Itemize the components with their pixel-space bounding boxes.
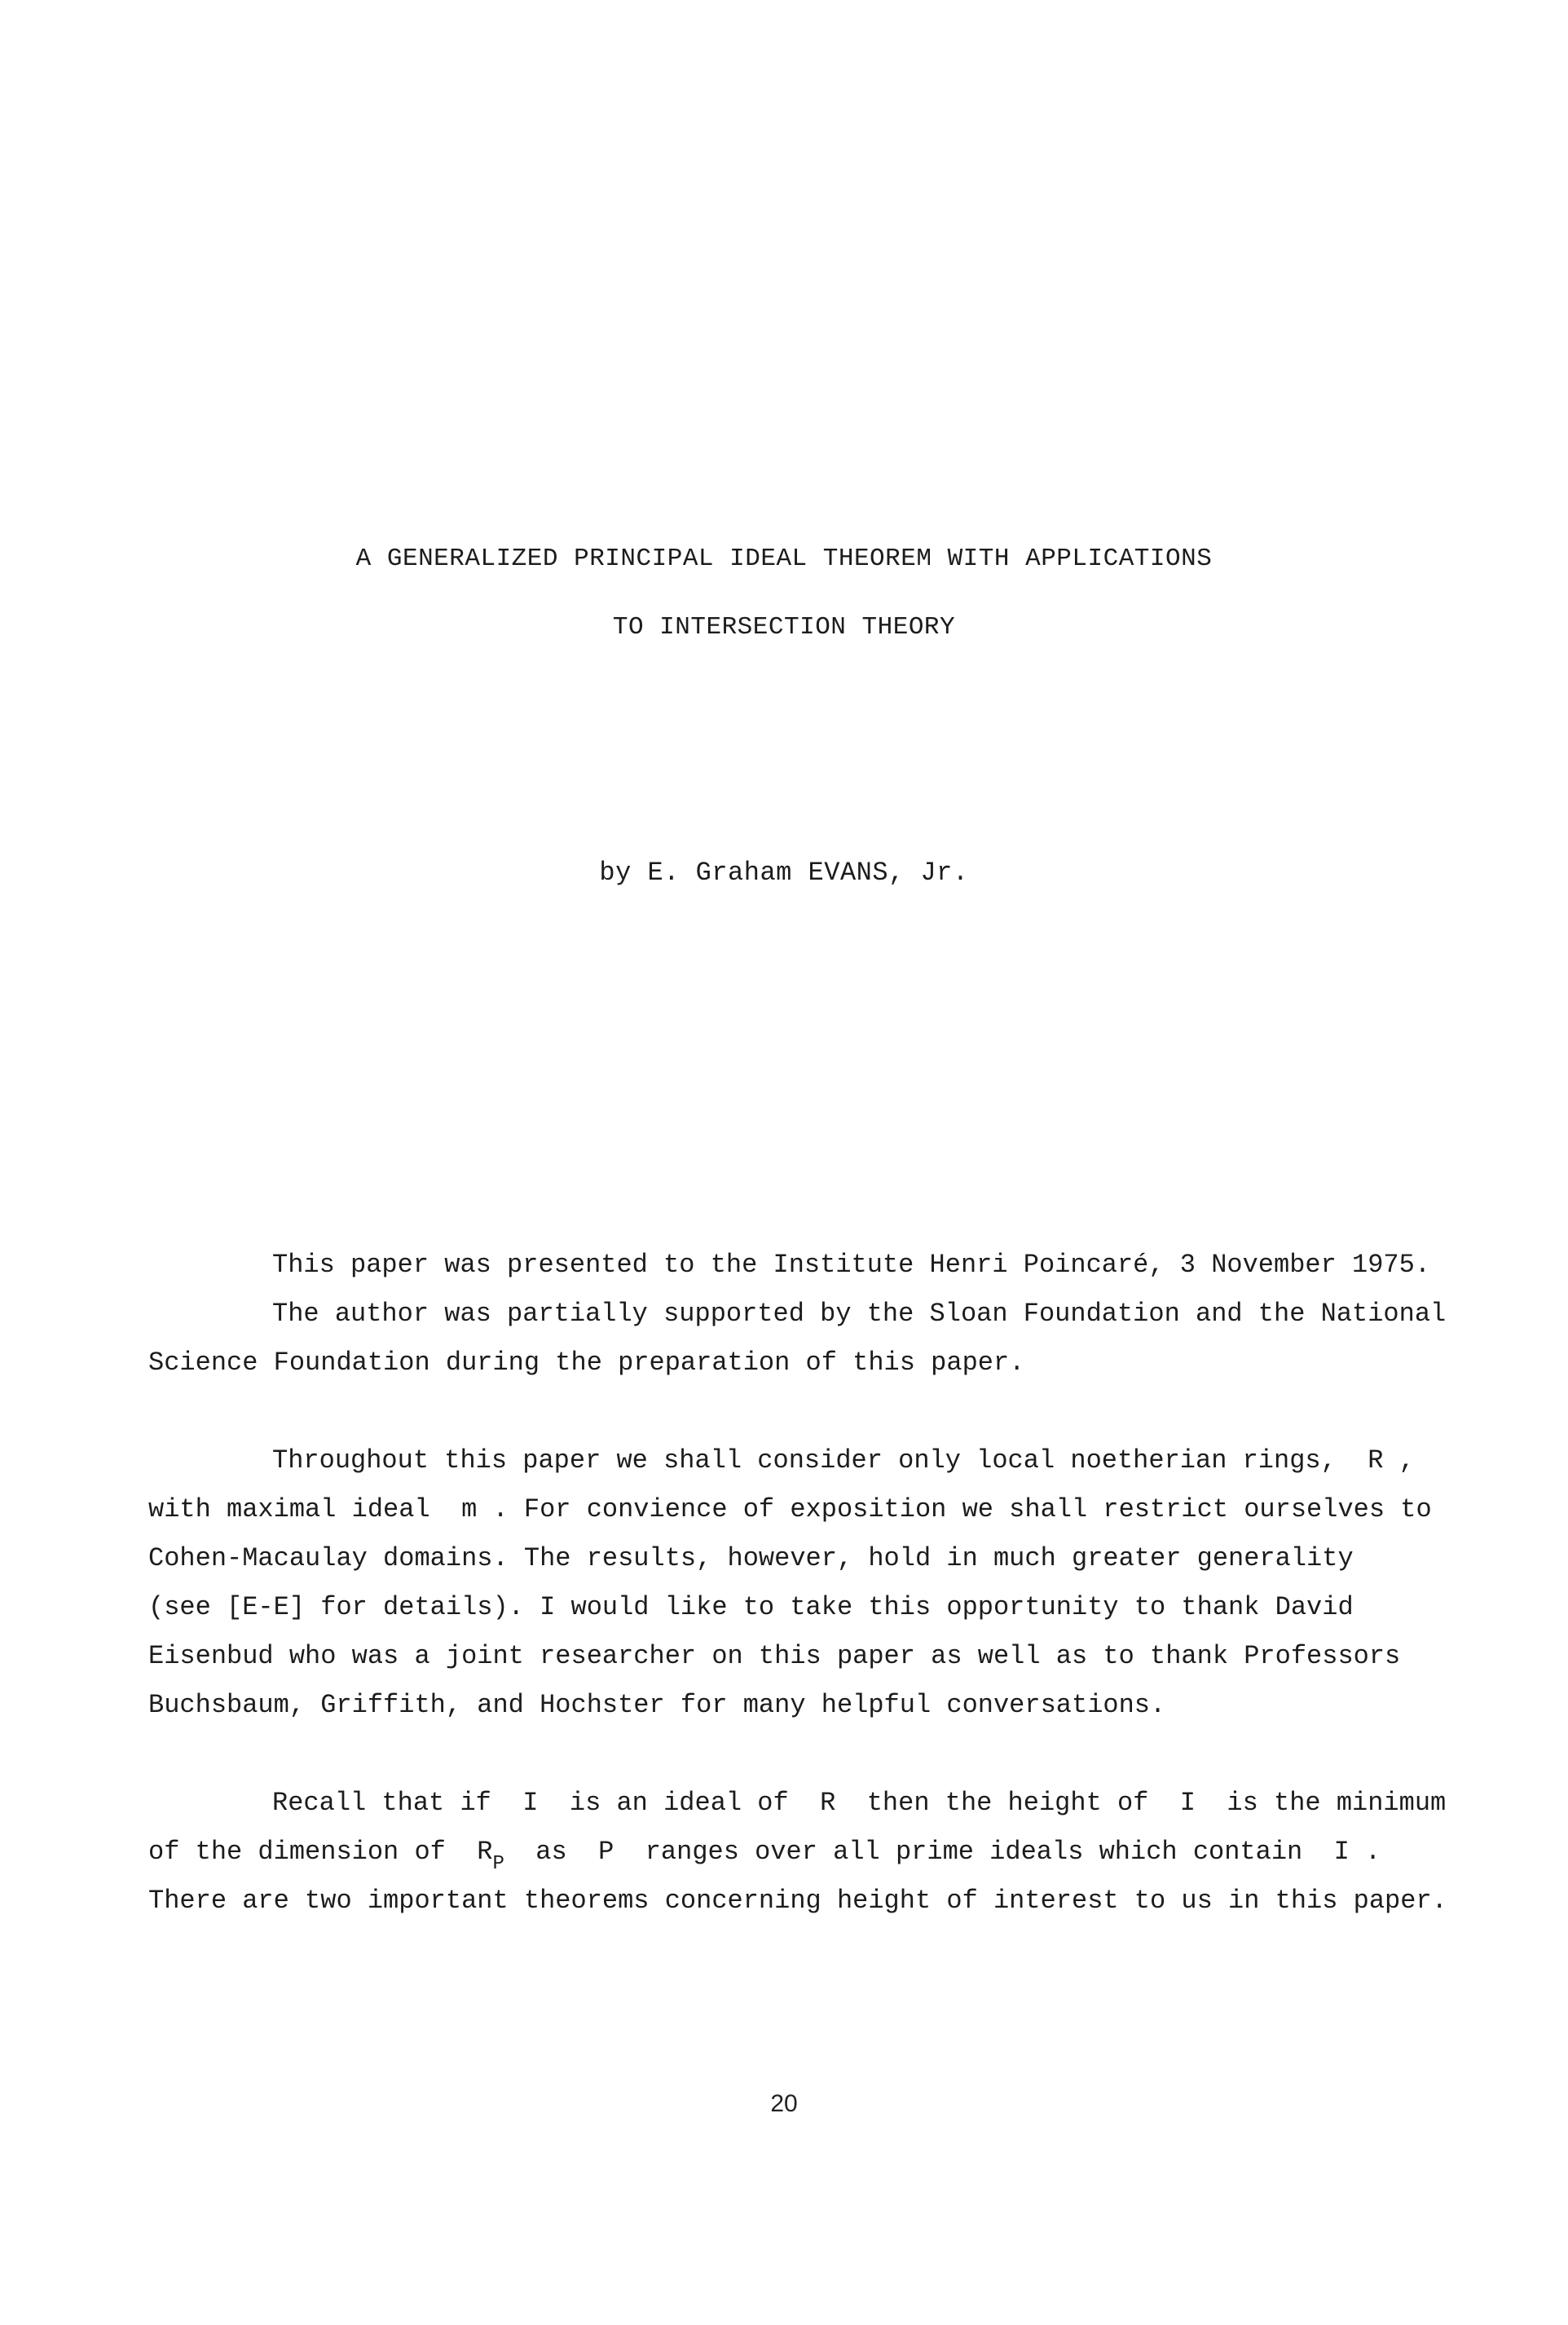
page-number: 20 xyxy=(770,2090,798,2117)
footnote-paragraph xyxy=(148,1241,1447,1388)
recall-line xyxy=(148,1828,1436,1877)
recall-line: Recall that if I is an ideal of R then the height of I is the minimum xyxy=(272,1788,1447,1818)
recall-line-text: as P ranges over all prime ideals which contain I . xyxy=(504,1837,1381,1867)
intro-line: Cohen-Macaulay domains. The results, however, hold in much greater generality xyxy=(148,1543,1354,1573)
paper-title-line-2: TO INTERSECTION THEORY xyxy=(612,613,956,642)
intro-line: Throughout this paper we shall consider only local noetherian rings, R , xyxy=(272,1445,1415,1476)
author-byline: by E. Graham EVANS, Jr. xyxy=(599,858,969,888)
subscript-P: P xyxy=(492,1853,504,1875)
footnote-line: The author was partially supported by the Sloan Foundation and the National xyxy=(272,1299,1447,1329)
intro-paragraph xyxy=(148,1436,1436,1730)
recall-paragraph xyxy=(148,1779,1447,1926)
footnote-line: Science Foundation during the preparation of this paper. xyxy=(148,1348,1025,1378)
intro-line: Eisenbud who was a joint researcher on this paper as well as to thank Professors xyxy=(148,1641,1401,1671)
footnote-line: This paper was presented to the Institute Henri Poincaré, 3 November 1975. xyxy=(272,1250,1431,1280)
recall-line-text: of the dimension of R xyxy=(148,1837,493,1867)
paper-title-line-1: A GENERALIZED PRINCIPAL IDEAL THEOREM WITH APPLICATIONS xyxy=(355,545,1213,573)
recall-line: There are two important theorems concerning height of interest to us in this paper. xyxy=(148,1886,1447,1916)
intro-line: Buchsbaum, Griffith, and Hochster for many helpful conversations. xyxy=(148,1690,1166,1720)
intro-line: with maximal ideal m . For convience of exposition we shall restrict ourselves to xyxy=(148,1494,1432,1524)
intro-line: (see [E-E] for details). I would like to take this opportunity to thank David xyxy=(148,1592,1354,1622)
